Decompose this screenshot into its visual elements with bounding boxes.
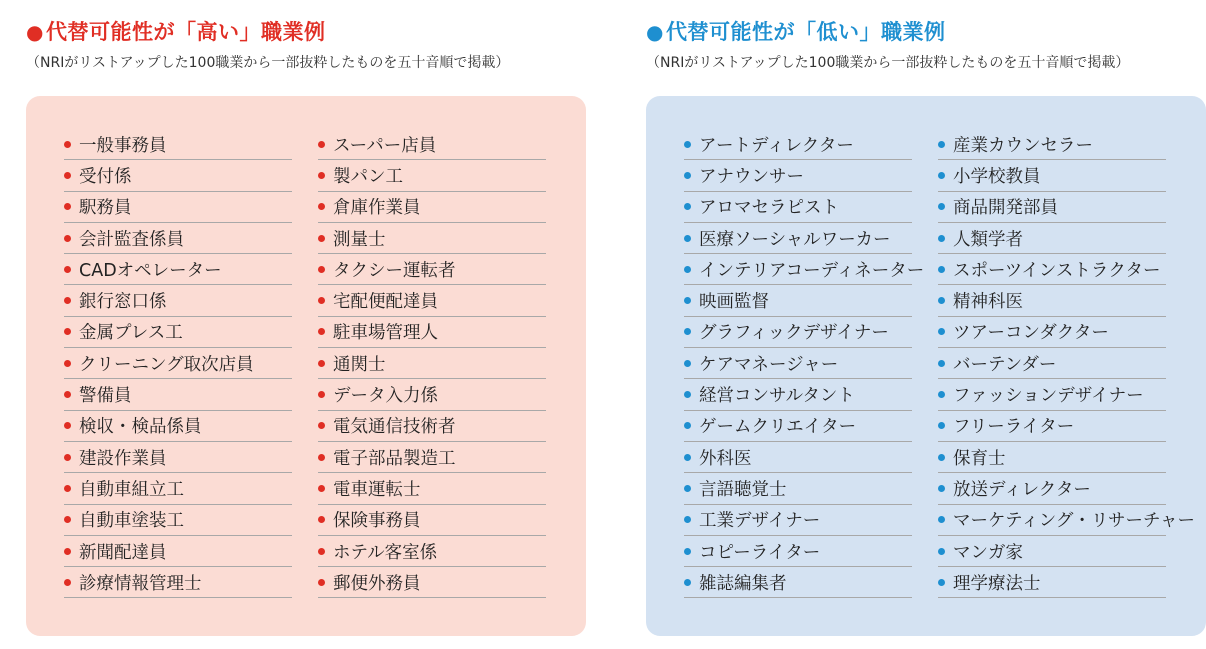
job-name: 宅配便配達員 [333, 292, 438, 313]
bullet-dot-icon [938, 485, 945, 492]
job-list-item [938, 411, 1166, 442]
job-list-item [318, 348, 546, 379]
job-name: 放送ディレクター [953, 479, 1091, 500]
job-name: ケアマネージャー [699, 354, 839, 375]
job-list-item [64, 192, 292, 223]
job-name: アナウンサー [699, 166, 804, 187]
job-name: 自動車組立工 [79, 479, 184, 500]
job-name: 精神科医 [953, 292, 1023, 313]
high-job-list-panel [26, 96, 586, 636]
job-list-item [318, 473, 546, 504]
blue-bullet-icon: ● [646, 20, 664, 44]
job-list-item [318, 223, 546, 254]
job-name: 理学療法士 [953, 573, 1041, 594]
bullet-dot-icon [318, 391, 325, 398]
job-list-item [64, 379, 292, 410]
low-job-list-column-2 [938, 129, 1196, 598]
bullet-dot-icon [64, 235, 71, 242]
bullet-dot-icon [684, 516, 691, 523]
job-name: CADオペレーター [79, 260, 222, 281]
job-list-item [684, 442, 912, 473]
bullet-dot-icon [318, 203, 325, 210]
job-name: 医療ソーシャルワーカー [699, 229, 891, 250]
job-name: 映画監督 [699, 292, 769, 313]
job-list-item [318, 411, 546, 442]
job-list-item [938, 160, 1166, 191]
job-list-item [64, 129, 292, 160]
job-name: 新聞配達員 [79, 542, 167, 563]
bullet-dot-icon [64, 266, 71, 273]
job-name: 雑誌編集者 [699, 573, 787, 594]
bullet-dot-icon [318, 360, 325, 367]
high-section-subtitle: （NRIがリストアップした100職業から一部抜粋したものを五十音順で掲載） [26, 55, 510, 71]
bullet-dot-icon [318, 328, 325, 335]
bullet-dot-icon [938, 422, 945, 429]
bullet-dot-icon [938, 172, 945, 179]
bullet-dot-icon [64, 391, 71, 398]
bullet-dot-icon [318, 141, 325, 148]
job-name: ゲームクリエイター [699, 417, 857, 438]
bullet-dot-icon [318, 266, 325, 273]
job-list-item [64, 505, 292, 536]
bullet-dot-icon [938, 235, 945, 242]
bullet-dot-icon [938, 579, 945, 586]
bullet-dot-icon [684, 548, 691, 555]
job-list-item [938, 442, 1166, 473]
bullet-dot-icon [938, 391, 945, 398]
job-list-item [318, 285, 546, 316]
job-list-item [64, 285, 292, 316]
job-list-item [938, 129, 1166, 160]
job-list-item [938, 223, 1166, 254]
job-name: スポーツインストラクター [953, 260, 1161, 281]
job-name: コピーライター [699, 542, 821, 563]
bullet-dot-icon [64, 360, 71, 367]
job-name: 電気通信技術者 [333, 417, 456, 438]
bullet-dot-icon [938, 297, 945, 304]
bullet-dot-icon [938, 141, 945, 148]
bullet-dot-icon [318, 454, 325, 461]
job-name: 商品開発部員 [953, 198, 1058, 219]
job-name: 金属プレス工 [79, 323, 183, 344]
low-job-list-panel [646, 96, 1206, 636]
job-name: 測量士 [333, 229, 386, 250]
job-name: クリーニング取次店員 [79, 354, 254, 375]
job-name: 言語聴覚士 [699, 479, 787, 500]
job-list-item [64, 473, 292, 504]
job-name: 産業カウンセラー [953, 135, 1093, 156]
bullet-dot-icon [318, 235, 325, 242]
job-list-item [684, 160, 912, 191]
job-list-item [938, 348, 1166, 379]
job-name: ツアーコンダクター [953, 323, 1109, 344]
red-bullet-icon: ● [26, 20, 44, 44]
job-list-item [684, 317, 912, 348]
job-name: 電車運転士 [333, 479, 421, 500]
bullet-dot-icon [318, 297, 325, 304]
job-name: アロマセラピスト [699, 198, 839, 219]
job-list-item [938, 505, 1196, 536]
job-name: 郵便外務員 [333, 573, 421, 594]
job-list-item [684, 192, 912, 223]
job-name: バーテンダー [953, 354, 1057, 375]
bullet-dot-icon [684, 422, 691, 429]
bullet-dot-icon [64, 422, 71, 429]
job-list-item [64, 223, 292, 254]
job-name: インテリアコーディネーター [699, 260, 925, 281]
job-list-item [684, 254, 925, 285]
bullet-dot-icon [318, 172, 325, 179]
bullet-dot-icon [64, 203, 71, 210]
job-name: 保険事務員 [333, 511, 421, 532]
job-name: 小学校教員 [953, 166, 1041, 187]
bullet-dot-icon [684, 235, 691, 242]
high-job-list-column-2 [318, 129, 546, 598]
job-list-item [318, 129, 546, 160]
job-list-item [318, 567, 546, 598]
job-name: 駅務員 [79, 198, 132, 219]
job-list-item [318, 254, 546, 285]
job-list-item [64, 536, 292, 567]
job-list-item [64, 160, 292, 191]
bullet-dot-icon [684, 391, 691, 398]
job-list-item [938, 473, 1166, 504]
job-name: 会計監査係員 [79, 229, 184, 250]
bullet-dot-icon [938, 454, 945, 461]
job-name: フリーライター [953, 417, 1075, 438]
job-list-item [684, 129, 912, 160]
bullet-dot-icon [684, 485, 691, 492]
job-name: データ入力係 [333, 386, 438, 407]
job-list-item [684, 473, 912, 504]
job-list-item [938, 567, 1166, 598]
bullet-dot-icon [938, 266, 945, 273]
job-list-item [64, 567, 292, 598]
job-name: スーパー店員 [333, 135, 437, 156]
low-section-subtitle: （NRIがリストアップした100職業から一部抜粋したものを五十音順で掲載） [646, 55, 1130, 71]
job-list-item [684, 567, 912, 598]
bullet-dot-icon [64, 454, 71, 461]
bullet-dot-icon [318, 422, 325, 429]
job-list-item [318, 379, 546, 410]
bullet-dot-icon [938, 203, 945, 210]
bullet-dot-icon [684, 141, 691, 148]
bullet-dot-icon [684, 454, 691, 461]
job-name: グラフィックデザイナー [699, 323, 889, 344]
job-list-item [64, 254, 292, 285]
job-name: ファッションデザイナー [953, 386, 1144, 407]
job-name: アートディレクター [699, 135, 854, 156]
job-list-item [684, 285, 912, 316]
job-list-item [938, 536, 1166, 567]
job-list-item [938, 254, 1166, 285]
bullet-dot-icon [684, 266, 691, 273]
high-job-list-column-1 [64, 129, 292, 598]
job-list-item [684, 348, 912, 379]
bullet-dot-icon [684, 328, 691, 335]
high-section-title: ●代替可能性が「高い」職業例 [26, 20, 326, 44]
bullet-dot-icon [64, 516, 71, 523]
job-list-item [938, 285, 1166, 316]
job-name: タクシー運転者 [333, 260, 456, 281]
bullet-dot-icon [938, 360, 945, 367]
bullet-dot-icon [938, 516, 945, 523]
job-list-item [64, 348, 292, 379]
low-job-list-column-1 [684, 129, 925, 598]
job-list-item [684, 223, 912, 254]
job-list-item [684, 536, 912, 567]
job-name: 受付係 [79, 166, 132, 187]
job-name: 電子部品製造工 [333, 448, 456, 469]
job-name: 工業デザイナー [699, 511, 821, 532]
job-name: 倉庫作業員 [333, 198, 421, 219]
bullet-dot-icon [684, 360, 691, 367]
job-name: 警備員 [79, 386, 132, 407]
job-list-item [318, 505, 546, 536]
bullet-dot-icon [318, 548, 325, 555]
job-name: 外科医 [699, 448, 752, 469]
bullet-dot-icon [684, 203, 691, 210]
job-name: 診療情報管理士 [79, 573, 202, 594]
job-list-item [64, 442, 292, 473]
job-name: マンガ家 [953, 542, 1023, 563]
bullet-dot-icon [318, 516, 325, 523]
low-section-title: ●代替可能性が「低い」職業例 [646, 20, 946, 44]
job-list-item [318, 536, 546, 567]
job-name: 通関士 [333, 354, 386, 375]
job-list-item [938, 192, 1166, 223]
bullet-dot-icon [318, 485, 325, 492]
job-list-item [64, 317, 292, 348]
bullet-dot-icon [64, 548, 71, 555]
bullet-dot-icon [64, 485, 71, 492]
bullet-dot-icon [938, 328, 945, 335]
bullet-dot-icon [318, 579, 325, 586]
job-list-item [318, 192, 546, 223]
bullet-dot-icon [64, 297, 71, 304]
job-name: マーケティング・リサーチャー [953, 511, 1196, 532]
bullet-dot-icon [684, 172, 691, 179]
job-list-item [64, 411, 292, 442]
job-list-item [318, 317, 546, 348]
job-name: 一般事務員 [79, 135, 167, 156]
job-name: 検収・検品係員 [79, 417, 202, 438]
job-list-item [318, 442, 546, 473]
job-list-item [684, 411, 912, 442]
job-name: 駐車場管理人 [333, 323, 438, 344]
job-list-item [684, 379, 912, 410]
bullet-dot-icon [684, 297, 691, 304]
job-name: 建設作業員 [79, 448, 167, 469]
bullet-dot-icon [684, 579, 691, 586]
job-list-item [318, 160, 546, 191]
bullet-dot-icon [64, 579, 71, 586]
job-list-item [684, 505, 912, 536]
job-name: 自動車塗装工 [79, 511, 184, 532]
job-list-item [938, 317, 1166, 348]
job-name: 保育士 [953, 448, 1006, 469]
bullet-dot-icon [64, 172, 71, 179]
bullet-dot-icon [64, 328, 71, 335]
job-name: 経営コンサルタント [699, 386, 855, 407]
job-list-item [938, 379, 1166, 410]
job-name: ホテル客室係 [333, 542, 438, 563]
job-name: 製パン工 [333, 166, 403, 187]
bullet-dot-icon [938, 548, 945, 555]
bullet-dot-icon [64, 141, 71, 148]
job-name: 銀行窓口係 [79, 292, 167, 313]
job-name: 人類学者 [953, 229, 1023, 250]
